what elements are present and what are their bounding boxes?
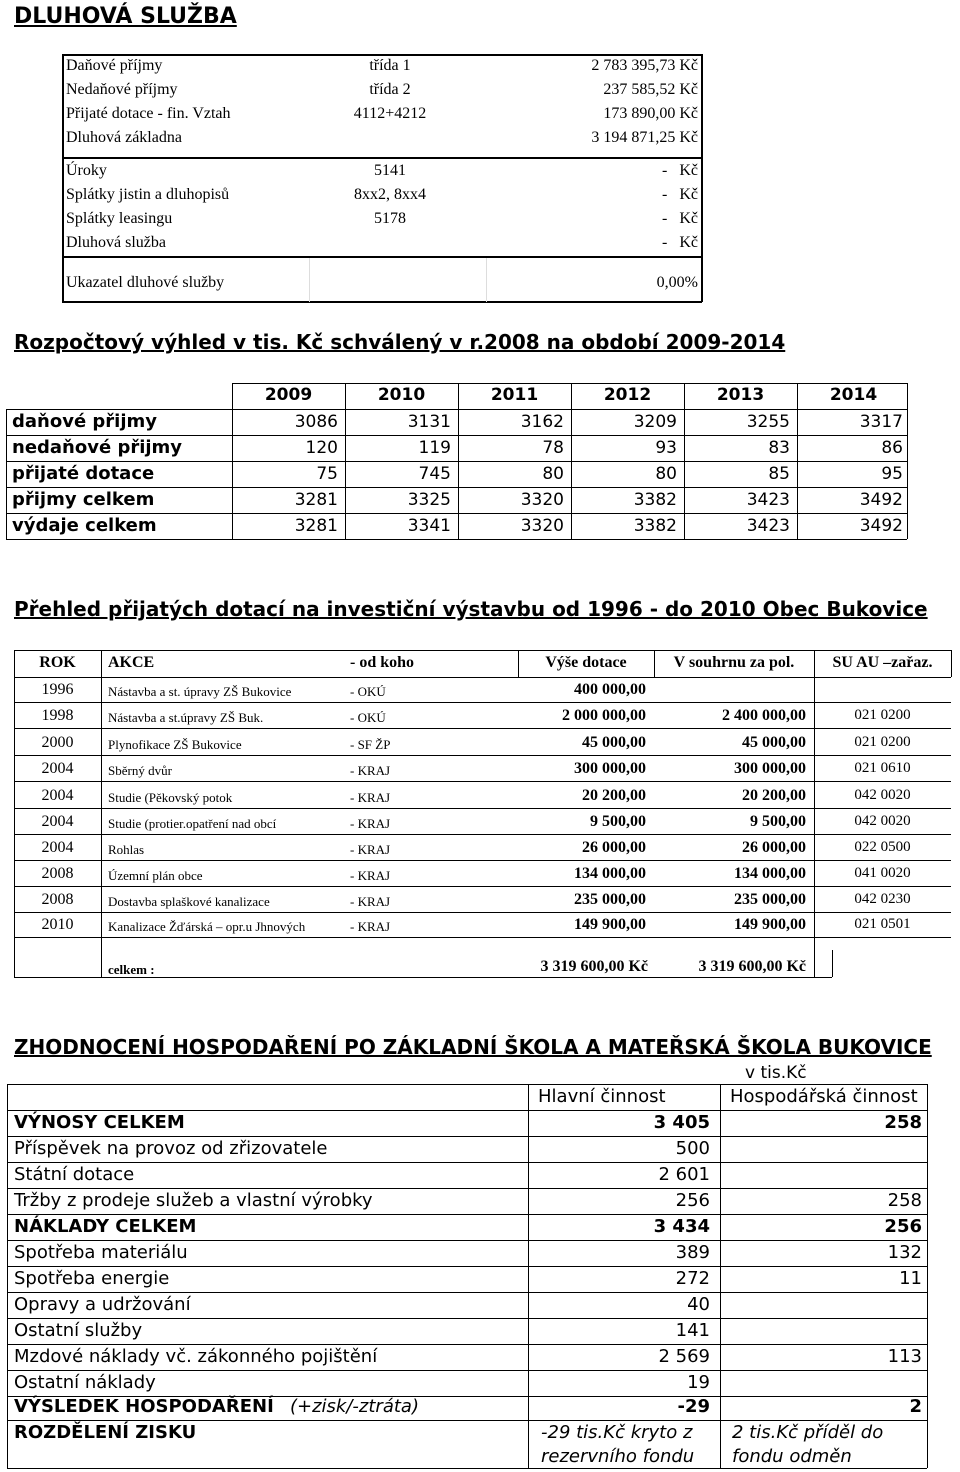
outlook-cell: 3325 — [407, 490, 451, 510]
outlook-cell: 3086 — [294, 412, 338, 432]
school-row-hlavni: 389 — [675, 1242, 710, 1263]
outlook-row-label: daňové přijmy — [12, 411, 158, 432]
subsidy-amount: 235 000,00 — [574, 891, 646, 908]
outlook-cell: 3492 — [859, 516, 903, 536]
debt-row-label: Splátky leasingu — [66, 210, 173, 227]
outlook-cell: 86 — [881, 438, 903, 458]
debt-indicator-label: Ukazatel dluhové služby — [66, 274, 225, 291]
subsidy-source: - KRAJ — [350, 763, 391, 778]
debt-row-value: 237 585,52 Kč — [603, 81, 698, 98]
outlook-cell: 3162 — [520, 412, 564, 432]
outlook-cell: 75 — [316, 464, 338, 484]
subsidy-source: - KRAJ — [350, 919, 391, 934]
subsidy-amount: 300 000,00 — [574, 760, 646, 777]
school-row-hlavni: 141 — [675, 1320, 710, 1341]
outlook-cell: 3320 — [520, 516, 564, 536]
subsidy-source: - KRAJ — [350, 842, 391, 857]
subsidy-year: 2008 — [41, 865, 74, 882]
result-hospodarska: 2 — [909, 1396, 922, 1417]
school-row-rule — [7, 1292, 927, 1293]
subsidy-total-label: celkem : — [108, 962, 155, 977]
debt-row-value: 3 194 871,25 Kč — [591, 129, 698, 146]
outlook-cell: 745 — [418, 464, 451, 484]
school-row-hlavni: 256 — [675, 1190, 710, 1211]
subsidy-sum: 20 200,00 — [742, 787, 806, 804]
section-title-vyhled: Rozpočtový výhled v tis. Kč schválený v r.2008 na období 2009-2014 — [14, 330, 786, 354]
school-row-label: NÁKLADY CELKEM — [14, 1216, 197, 1237]
debt-row-code: třída 2 — [369, 81, 411, 98]
school-row-rule — [7, 1420, 927, 1421]
subsidy-row-rule — [14, 834, 951, 835]
subsidy-su-au: 021 0610 — [854, 760, 911, 776]
subsidy-amount: 20 200,00 — [582, 787, 646, 804]
outlook-cell: 3281 — [294, 516, 338, 536]
subsidy-action: Rohlas — [108, 842, 145, 857]
outlook-cell: 3281 — [294, 490, 338, 510]
outlook-cell: 85 — [768, 464, 790, 484]
col-header-akce: AKCE — [108, 654, 155, 671]
outlook-year-header: 2009 — [264, 385, 313, 405]
subsidy-sum: 45 000,00 — [742, 734, 806, 751]
subsidy-su-au: 041 0020 — [854, 865, 911, 881]
debt-row-code: 5178 — [374, 210, 406, 227]
school-row-label: Mzdové náklady vč. zákonného pojištění — [14, 1346, 378, 1367]
debt-row-label: Přijaté dotace - fin. Vztah — [66, 105, 231, 122]
debt-row-value: - Kč — [662, 234, 698, 251]
subsidy-action: Kanalizace Žďárská – opr.u Jhnových — [108, 919, 306, 934]
debt-row-label: Daňové příjmy — [66, 57, 163, 74]
unit-label: v tis.Kč — [745, 1063, 807, 1083]
outlook-cell: 80 — [655, 464, 677, 484]
subsidy-sum: 300 000,00 — [734, 760, 806, 777]
subsidy-total-sum: 3 319 600,00 Kč — [698, 958, 806, 975]
debt-row-code: 4112+4212 — [353, 105, 427, 122]
subsidy-amount: 45 000,00 — [582, 734, 646, 751]
result-note: (+zisk/-ztráta) — [290, 1396, 419, 1417]
col-hlavni-cinnost: Hlavní činnost — [538, 1086, 666, 1107]
outlook-year-header: 2012 — [603, 385, 652, 405]
outlook-year-header: 2011 — [490, 385, 539, 405]
subsidy-row-rule — [14, 702, 951, 703]
debt-row-code: třída 1 — [369, 57, 411, 74]
subsidy-source: - SF ŽP — [350, 737, 391, 752]
subsidy-action: Studie (protier.opatření nad obcí — [108, 816, 277, 831]
subsidy-row-rule — [14, 808, 951, 809]
result-hlavni: -29 — [677, 1396, 710, 1417]
outlook-cell: 83 — [768, 438, 790, 458]
school-row-rule — [7, 1188, 927, 1189]
subsidy-su-au: 021 0200 — [854, 707, 911, 723]
debt-row-code: 8xx2, 8xx4 — [354, 186, 426, 203]
outlook-cell: 3341 — [407, 516, 451, 536]
outlook-cell: 3209 — [633, 412, 677, 432]
school-row-label: Tržby z prodeje služeb a vlastní výrobky — [14, 1190, 373, 1211]
outlook-cell: 3317 — [859, 412, 903, 432]
school-row-label: Spotřeba materiálu — [14, 1242, 188, 1263]
school-row-hlavni: 500 — [675, 1138, 710, 1159]
subsidy-su-au: 042 0020 — [854, 787, 911, 803]
subsidy-su-au: 042 0020 — [854, 813, 911, 829]
school-row-hospodarska: 258 — [887, 1190, 922, 1211]
subsidy-year: 2004 — [41, 760, 74, 777]
section-title-skola: ZHODNOCENÍ HOSPODAŘENÍ PO ZÁKLADNÍ ŠKOLA A MATEŘSKÁ ŠKOLA BUKOVICE — [14, 1035, 932, 1059]
subsidy-sum: 149 900,00 — [734, 916, 806, 933]
outlook-cell: 95 — [881, 464, 903, 484]
subsidy-action: Studie (Pěkovský potok — [108, 790, 233, 805]
outlook-year-header: 2013 — [716, 385, 765, 405]
debt-row-value: - Kč — [662, 186, 698, 203]
school-row-label: Ostatní náklady — [14, 1372, 156, 1393]
distribution-label: ROZDĚLENÍ ZISKU — [14, 1422, 197, 1443]
school-row-label: Ostatní služby — [14, 1320, 143, 1341]
debt-indicator-value: 0,00% — [656, 274, 698, 291]
col-header-souhrn: V souhrnu za pol. — [673, 654, 795, 671]
debt-row-label: Splátky jistin a dluhopisů — [66, 186, 230, 203]
distribution-hospodarska-line2: fondu odměn — [732, 1446, 852, 1467]
subsidy-sum: 134 000,00 — [734, 865, 806, 882]
subsidy-row-rule — [14, 860, 951, 861]
subsidy-action: Nástavba a st. úpravy ZŠ Bukovice — [108, 684, 292, 699]
subsidy-total-amount: 3 319 600,00 Kč — [540, 958, 648, 975]
subsidy-source: - KRAJ — [350, 790, 391, 805]
subsidy-amount: 134 000,00 — [574, 865, 646, 882]
school-row-hlavni: 272 — [675, 1268, 710, 1289]
outlook-year-header: 2010 — [377, 385, 426, 405]
school-row-rule — [7, 1240, 927, 1241]
debt-row-value: 173 890,00 Kč — [603, 105, 698, 122]
subsidy-action: Sběrný dvůr — [108, 763, 172, 778]
subsidy-action: Dostavba splaškové kanalizace — [108, 894, 270, 909]
distribution-hlavni-line1: -29 tis.Kč kryto z — [541, 1422, 693, 1443]
outlook-cell: 3423 — [746, 490, 790, 510]
subsidy-source: - OKÚ — [350, 710, 386, 725]
outlook-cell: 3382 — [633, 516, 677, 536]
subsidy-amount: 2 000 000,00 — [562, 707, 646, 724]
outlook-cell: 3382 — [633, 490, 677, 510]
subsidy-source: - KRAJ — [350, 894, 391, 909]
school-row-hlavni: 2 601 — [658, 1164, 710, 1185]
school-row-rule — [7, 1266, 927, 1267]
subsidy-row-rule — [14, 728, 951, 729]
outlook-year-header: 2014 — [829, 385, 878, 405]
subsidy-action: Nástavba a st.úpravy ZŠ Buk. — [108, 710, 264, 725]
school-row-hlavni: 2 569 — [658, 1346, 710, 1367]
school-row-hospodarska: 258 — [884, 1112, 922, 1133]
subsidy-year: 2000 — [41, 734, 74, 751]
subsidy-year: 2004 — [41, 787, 74, 804]
outlook-cell: 3131 — [407, 412, 451, 432]
subsidy-row-rule — [14, 755, 951, 756]
outlook-cell: 78 — [542, 438, 564, 458]
outlook-cell: 3492 — [859, 490, 903, 510]
debt-row-code: 5141 — [374, 162, 406, 179]
subsidy-su-au: 042 0230 — [854, 891, 911, 907]
subsidy-sum: 235 000,00 — [734, 891, 806, 908]
result-label: VÝSLEDEK HOSPODAŘENÍ — [14, 1396, 274, 1417]
outlook-cell: 3255 — [746, 412, 790, 432]
subsidy-action: Územní plán obce — [108, 868, 203, 883]
distribution-hospodarska-line1: 2 tis.Kč příděl do — [732, 1422, 884, 1443]
subsidy-sum: 9 500,00 — [750, 813, 806, 830]
subsidy-amount: 400 000,00 — [574, 681, 646, 698]
col-header-od: - od koho — [350, 654, 415, 671]
subsidy-year: 2004 — [41, 839, 74, 856]
subsidy-amount: 149 900,00 — [574, 916, 646, 933]
subsidy-year: 2010 — [41, 916, 74, 933]
subsidy-su-au: 021 0200 — [854, 734, 911, 750]
subsidy-action: Plynofikace ZŠ Bukovice — [108, 737, 242, 752]
outlook-cell: 93 — [655, 438, 677, 458]
school-row-rule — [7, 1162, 927, 1163]
section-title-dotace: Přehled přijatých dotací na investiční výstavbu od 1996 - do 2010 Obec Bukovice — [14, 597, 928, 621]
outlook-row-label: nedaňové přijmy — [12, 437, 183, 458]
school-row-hospodarska: 113 — [887, 1346, 922, 1367]
school-row-hospodarska: 11 — [899, 1268, 922, 1289]
subsidy-amount: 26 000,00 — [582, 839, 646, 856]
col-header-vyse: Výše dotace — [545, 654, 627, 671]
subsidy-row-rule — [14, 937, 951, 938]
col-header-rok: ROK — [39, 654, 76, 671]
outlook-cell: 120 — [305, 438, 338, 458]
school-row-label: Spotřeba energie — [14, 1268, 170, 1289]
school-row-hlavni: 3 405 — [653, 1112, 710, 1133]
debt-row-label: Úroky — [66, 162, 107, 179]
school-row-hlavni: 3 434 — [653, 1216, 710, 1237]
subsidy-row-rule — [14, 886, 951, 887]
school-row-rule — [7, 1318, 927, 1319]
subsidy-source: - OKÚ — [350, 684, 386, 699]
outlook-row-label: výdaje celkem — [12, 515, 157, 536]
subsidy-year: 2004 — [41, 813, 74, 830]
debt-row-label: Dluhová služba — [66, 234, 166, 251]
outlook-row-label: přijaté dotace — [12, 463, 155, 484]
outlook-cell: 80 — [542, 464, 564, 484]
school-row-hospodarska: 132 — [887, 1242, 922, 1263]
debt-row-value: 2 783 395,73 Kč — [591, 57, 698, 74]
school-row-label: Opravy a udržování — [14, 1294, 191, 1315]
outlook-cell: 3320 — [520, 490, 564, 510]
subsidy-sum: 2 400 000,00 — [722, 707, 806, 724]
school-row-hlavni: 19 — [687, 1372, 710, 1393]
subsidy-row-rule — [14, 912, 951, 913]
subsidy-source: - KRAJ — [350, 816, 391, 831]
debt-row-label: Nedaňové příjmy — [66, 81, 178, 98]
distribution-hlavni-line2: rezervního fondu — [541, 1446, 695, 1467]
outlook-cell: 3423 — [746, 516, 790, 536]
school-row-rule — [7, 1136, 927, 1137]
col-hospodarska-cinnost: Hospodářská činnost — [730, 1086, 918, 1107]
col-header-su: SU AU –zařaz. — [832, 654, 933, 671]
subsidy-row-rule — [14, 781, 951, 782]
school-row-label: Příspěvek na provoz od zřizovatele — [14, 1138, 328, 1159]
debt-row-label: Dluhová základna — [66, 129, 182, 146]
subsidy-year: 1998 — [41, 707, 74, 724]
school-row-hlavni: 40 — [687, 1294, 710, 1315]
school-row-rule — [7, 1370, 927, 1371]
subsidy-amount: 9 500,00 — [590, 813, 646, 830]
school-row-hospodarska: 256 — [884, 1216, 922, 1237]
subsidy-source: - KRAJ — [350, 868, 391, 883]
school-row-rule — [7, 1344, 927, 1345]
school-row-label: VÝNOSY CELKEM — [14, 1112, 185, 1133]
outlook-cell: 119 — [418, 438, 451, 458]
debt-row-value: - Kč — [662, 210, 698, 227]
school-row-label: Státní dotace — [14, 1164, 135, 1185]
subsidy-su-au: 021 0501 — [854, 916, 911, 932]
school-row-rule — [7, 1214, 927, 1215]
subsidy-sum: 26 000,00 — [742, 839, 806, 856]
subsidy-year: 2008 — [41, 891, 74, 908]
debt-row-value: - Kč — [662, 162, 698, 179]
subsidy-su-au: 022 0500 — [854, 839, 911, 855]
subsidy-year: 1996 — [41, 681, 74, 698]
section-title-dluhova-sluzba: DLUHOVÁ SLUŽBA — [14, 4, 237, 29]
outlook-row-label: přijmy celkem — [12, 489, 155, 510]
